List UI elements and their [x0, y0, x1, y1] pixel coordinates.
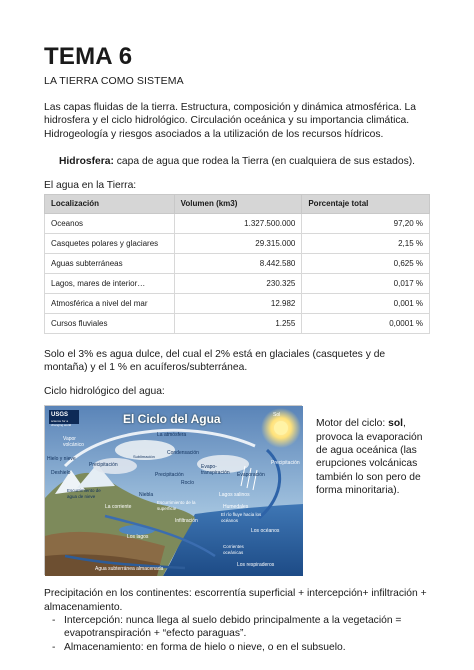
- label-evapotranspiracion: Evapo-transpiración: [201, 464, 230, 477]
- row-location: Aguas subterráneas: [45, 253, 175, 273]
- row-location: Lagos, mares de interior…: [45, 273, 175, 293]
- list-item: - Almacenamiento: en forma de hielo o nieve, o en el subsuelo.: [52, 641, 430, 654]
- precipitation-list: [52, 614, 430, 654]
- motor-suffix: , provoca la evaporación de agua oceánica (las erupciones volcánicas también lo son pero de forma minoritaria).: [316, 418, 423, 496]
- row-percent: 0,017 %: [302, 273, 430, 293]
- label-escurrimiento-nieve: Escurrimiento de agua de nieve: [67, 488, 101, 499]
- label-precipitacion-mid: Precipitación: [155, 472, 184, 479]
- label-rocio: Rocío: [181, 480, 195, 487]
- table-row: [45, 253, 430, 273]
- fresh-water-paragraph: Solo el 3% es agua dulce, del cual el 2% está en glaciales (casquetes y de montaña) y el 1 % en acuíferos/subterránea.: [44, 348, 386, 374]
- table-row: [45, 293, 430, 313]
- label-agua-subterranea: Agua subterránea almacenada: [95, 566, 164, 573]
- row-location: Oceanos: [45, 213, 175, 233]
- label-atmosfera: La atmósfera: [157, 432, 187, 439]
- label-corriente: La corriente: [105, 504, 132, 511]
- label-lagos: Los lagos: [127, 534, 149, 541]
- table-caption: El agua en la Tierra:: [44, 179, 137, 191]
- intro-paragraph: Las capas fluidas de la tierra. Estructura, composición y dinámica atmosférica. La hidrosfera y el ciclo hidrológico. Circulación oceánica y su importancia climática. Hidrogeología y riesgos asociados a la utilización de los recursos hídricos.: [44, 102, 417, 140]
- row-location: Atmosférica a nivel del mar: [45, 293, 175, 313]
- motor-paragraph: [316, 417, 430, 575]
- table-row: [45, 313, 430, 333]
- list-item: - Intercepción: nunca llega al suelo debido principalmente a la vegetación = evapotranspiración + “efecto paraguas”.: [52, 614, 430, 641]
- label-infiltracion: Infiltración: [175, 518, 198, 525]
- row-location: Cursos fluviales: [45, 313, 175, 333]
- label-condensacion: Condensación: [167, 450, 199, 457]
- sun-icon: [274, 421, 288, 435]
- row-volume: 8.442.580: [174, 253, 302, 273]
- label-evaporacion: Evaporación: [237, 472, 265, 479]
- page-title: TEMA 6: [44, 43, 133, 70]
- page-subtitle: LA TIERRA COMO SISTEMA: [44, 75, 184, 87]
- table-row: [45, 233, 430, 253]
- label-sublimacion: Sublimación: [133, 454, 155, 460]
- label-vapor-volcanico: Vapor volcánico: [63, 436, 84, 449]
- table-row: [45, 273, 430, 293]
- table-row: [45, 213, 430, 233]
- water-distribution-table: [44, 194, 430, 334]
- figure-row: [44, 405, 430, 575]
- header-porcentaje: Porcentaje total: [302, 194, 430, 213]
- usgs-logo-text: USGS: [51, 412, 69, 419]
- hidrosfera-text: capa de agua que rodea la Tierra (en cualquiera de sus estados).: [113, 155, 416, 167]
- label-escurrimiento-superficie: Escurrimiento de la superficie: [157, 500, 196, 511]
- precipitation-paragraph: Precipitación en los continentes: escorrentía superficial + intercepción+ infiltración + almacenamiento.: [44, 588, 427, 613]
- row-volume: 1.255: [174, 313, 302, 333]
- label-oceanos: Los océanos: [251, 528, 280, 535]
- row-percent: 0,0001 %: [302, 313, 430, 333]
- label-rio-oceanos: El río fluye hacia los océanos: [221, 512, 262, 523]
- usgs-logo: [49, 410, 79, 428]
- header-volumen: Volumen (km3): [174, 194, 302, 213]
- motor-prefix: Motor del ciclo:: [316, 418, 389, 430]
- label-corrientes-oceanicas: Corrientes oceánicas: [223, 544, 244, 555]
- row-volume: 1.327.500.000: [174, 213, 302, 233]
- row-percent: 2,15 %: [302, 233, 430, 253]
- motor-bold: sol: [388, 418, 403, 430]
- row-volume: 230.325: [174, 273, 302, 293]
- label-niebla: Niebla: [139, 492, 154, 499]
- label-humedales: Humedales: [223, 504, 249, 511]
- hidrosfera-definition: [44, 156, 430, 167]
- table-header-row: [45, 194, 430, 213]
- header-localizacion: Localización: [45, 194, 175, 213]
- label-sol: Sol: [273, 412, 281, 419]
- label-respiraderos: Los respiraderos: [237, 562, 275, 569]
- water-cycle-figure: [44, 405, 302, 575]
- hidrosfera-term: Hidrosfera:: [58, 155, 114, 167]
- label-hielo-nieve: Hielo y nieve: [47, 456, 76, 463]
- ciclo-heading: Ciclo hidrológico del agua:: [44, 386, 165, 398]
- label-precipitacion-top: Precipitación: [89, 462, 118, 469]
- label-precipitacion-right: Precipitación: [271, 460, 300, 467]
- row-percent: 0,001 %: [302, 293, 430, 313]
- row-percent: 0,625 %: [302, 253, 430, 273]
- row-percent: 97,20 %: [302, 213, 430, 233]
- figure-title: El Ciclo del Agua: [123, 412, 221, 427]
- row-location: Casquetes polares y glaciares: [45, 233, 175, 253]
- usgs-logo-tagline: science for a changing world: [51, 419, 72, 428]
- label-deshielo: Deshielo: [51, 470, 71, 477]
- row-volume: 29.315.000: [174, 233, 302, 253]
- label-lagos-salinos: Lagos salinos: [219, 492, 250, 499]
- row-volume: 12.982: [174, 293, 302, 313]
